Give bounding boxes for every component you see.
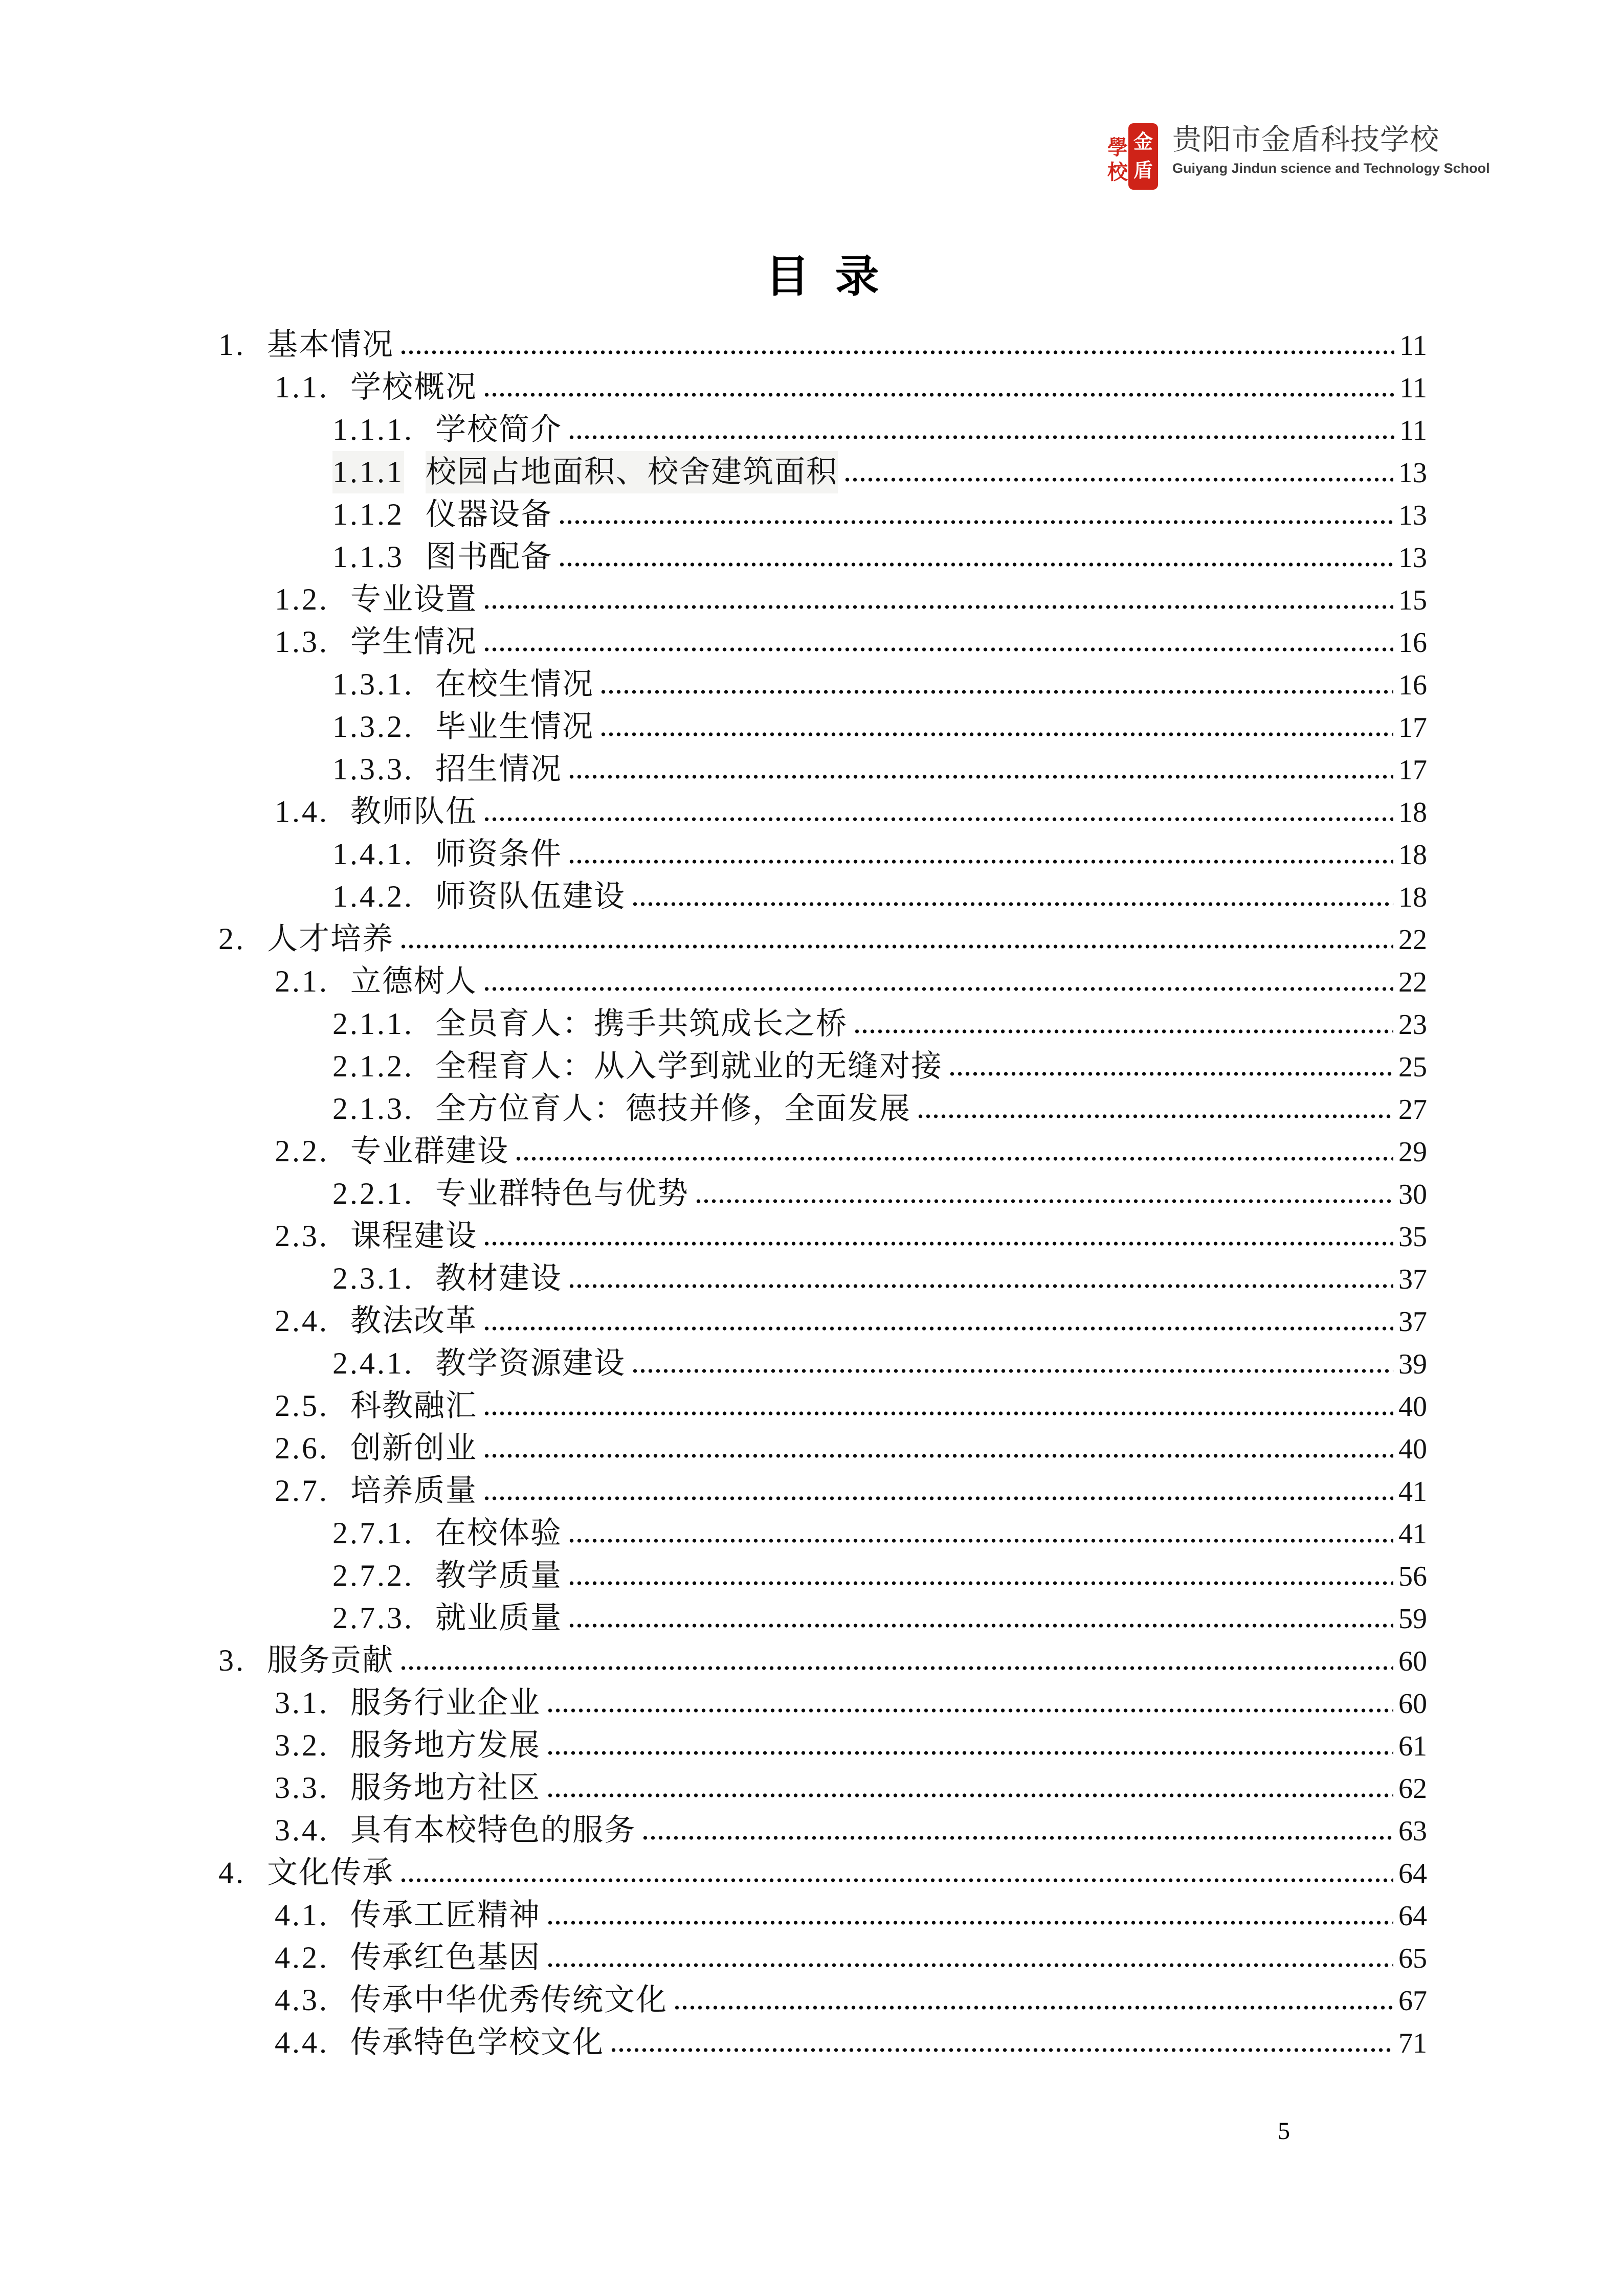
- seal-left-column: [1106, 131, 1129, 189]
- toc-entry[interactable]: [218, 2021, 1427, 2064]
- toc-entry-page-number: 63: [1398, 1815, 1427, 1847]
- toc-entry-label: 创新创业: [350, 1431, 477, 1465]
- toc-entry[interactable]: [218, 324, 1427, 366]
- toc-entry-page-number: 17: [1398, 754, 1427, 786]
- toc-entry-label: 仪器设备: [426, 498, 552, 531]
- toc-entry[interactable]: [218, 1852, 1427, 1894]
- toc-entry-number: 1.4.: [275, 795, 329, 828]
- table-of-contents: [218, 324, 1427, 2064]
- toc-entry[interactable]: [218, 1724, 1427, 1767]
- toc-entry[interactable]: [218, 918, 1427, 960]
- toc-entry-label: 基本情况: [267, 328, 394, 362]
- toc-entry[interactable]: [218, 1427, 1427, 1470]
- dot-leader: [548, 1750, 1393, 1755]
- toc-entry-page-number: 41: [1398, 1476, 1427, 1507]
- toc-entry-label: 教师队伍: [350, 795, 477, 828]
- toc-entry-page-number: 16: [1398, 627, 1427, 659]
- toc-entry[interactable]: [218, 1257, 1427, 1300]
- toc-entry[interactable]: [218, 1173, 1427, 1215]
- toc-entry-page-number: 11: [1399, 372, 1427, 404]
- school-name-english: Guiyang Jindun science and Technology School: [1172, 161, 1490, 176]
- toc-entry-label: 服务贡献: [267, 1644, 394, 1677]
- toc-entry[interactable]: [218, 791, 1427, 833]
- toc-entry[interactable]: [218, 1894, 1427, 1937]
- toc-entry-page-number: 60: [1398, 1688, 1427, 1720]
- dot-leader: [855, 1029, 1393, 1034]
- toc-entry-page-number: 15: [1398, 584, 1427, 616]
- dot-leader: [643, 1835, 1393, 1840]
- toc-entry-page-number: 11: [1399, 330, 1427, 362]
- toc-entry-label: 招生情况: [435, 752, 562, 786]
- school-name-chinese: 贵阳市金盾科技学校: [1172, 124, 1439, 156]
- toc-entry-number: 1.1.1: [332, 451, 404, 493]
- dot-leader: [569, 1623, 1393, 1628]
- toc-entry-page-number: 61: [1398, 1730, 1427, 1762]
- toc-entry-page-number: 56: [1398, 1561, 1427, 1592]
- dot-leader: [569, 1538, 1393, 1543]
- toc-entry-number: 4.4.: [275, 2025, 329, 2059]
- dot-leader: [484, 1241, 1393, 1246]
- toc-entry-number: 2.5.: [275, 1389, 329, 1423]
- toc-entry[interactable]: [218, 1512, 1427, 1555]
- toc-entry-number: 2.: [218, 922, 246, 956]
- toc-entry[interactable]: [218, 409, 1427, 451]
- toc-entry-number: 1.3.3.: [332, 752, 414, 786]
- toc-entry-label: 图书配备: [426, 540, 552, 574]
- toc-entry-label: 全员育人：携手共筑成长之桥: [435, 1007, 848, 1041]
- toc-entry-page-number: 27: [1398, 1094, 1427, 1126]
- toc-entry-number: 1.4.1.: [332, 837, 414, 871]
- toc-entry[interactable]: [218, 1979, 1427, 2021]
- toc-entry-page-number: 71: [1398, 2028, 1427, 2059]
- toc-entry-page-number: 40: [1398, 1391, 1427, 1423]
- toc-entry-number: 3.4.: [275, 1813, 329, 1847]
- toc-entry-label: 师资队伍建设: [435, 880, 626, 913]
- dot-leader: [548, 1920, 1393, 1925]
- toc-entry-label: 教材建设: [435, 1262, 562, 1295]
- toc-entry-label: 专业群建设: [350, 1134, 509, 1168]
- toc-entry-number: 2.2.: [275, 1134, 329, 1168]
- toc-entry-number: 3.: [218, 1644, 246, 1677]
- toc-entry-page-number: 65: [1398, 1943, 1427, 1974]
- toc-entry[interactable]: [218, 1045, 1427, 1088]
- toc-entry-page-number: 39: [1398, 1348, 1427, 1380]
- toc-entry[interactable]: [218, 960, 1427, 1003]
- toc-entry-number: 1.1.3: [332, 540, 404, 574]
- toc-entry-label: 教学质量: [435, 1559, 562, 1592]
- dot-leader: [484, 817, 1393, 822]
- toc-entry-number: 1.: [218, 328, 246, 362]
- toc-entry-page-number: 18: [1398, 797, 1427, 828]
- toc-entry[interactable]: [218, 1130, 1427, 1173]
- dot-leader: [845, 477, 1393, 482]
- toc-entry[interactable]: [218, 706, 1427, 748]
- toc-entry-number: 3.2.: [275, 1728, 329, 1762]
- dot-leader: [516, 1156, 1393, 1161]
- toc-entry-page-number: 59: [1398, 1603, 1427, 1635]
- toc-entry-label: 传承特色学校文化: [350, 2025, 604, 2059]
- toc-entry-number: 2.1.2.: [332, 1049, 414, 1083]
- dot-leader: [548, 1963, 1393, 1968]
- toc-entry-label: 传承中华优秀传统文化: [350, 1983, 668, 2017]
- toc-entry-label: 传承红色基因: [350, 1941, 541, 1974]
- dot-leader: [484, 1411, 1393, 1416]
- dot-leader: [548, 1708, 1393, 1713]
- toc-entry-label: 专业群特色与优势: [435, 1177, 689, 1210]
- toc-entry-label: 教法改革: [350, 1304, 477, 1338]
- dot-leader: [633, 902, 1393, 907]
- dot-leader: [569, 435, 1394, 440]
- toc-entry-page-number: 22: [1398, 924, 1427, 956]
- toc-entry[interactable]: [218, 1555, 1427, 1597]
- toc-entry-label: 培养质量: [350, 1474, 477, 1507]
- toc-entry-number: 4.1.: [275, 1898, 329, 1932]
- toc-entry-label: 在校生情况: [435, 667, 594, 701]
- dot-leader: [484, 647, 1393, 652]
- toc-entry-number: 1.4.2.: [332, 880, 414, 913]
- toc-entry-label: 校园占地面积、校舍建筑面积: [426, 451, 838, 493]
- toc-entry-page-number: 30: [1398, 1179, 1427, 1210]
- dot-leader: [401, 1665, 1393, 1671]
- seal-character: 校: [1107, 161, 1128, 184]
- dot-leader: [569, 1581, 1393, 1586]
- toc-entry[interactable]: [218, 663, 1427, 706]
- toc-entry-number: 3.1.: [275, 1686, 329, 1720]
- toc-entry-page-number: 67: [1398, 1985, 1427, 2017]
- toc-entry[interactable]: [218, 1385, 1427, 1427]
- toc-entry-page-number: 18: [1398, 882, 1427, 913]
- dot-leader: [484, 392, 1394, 397]
- toc-entry[interactable]: [218, 621, 1427, 663]
- dot-leader: [484, 604, 1393, 610]
- toc-entry[interactable]: [218, 1639, 1427, 1682]
- toc-entry-label: 毕业生情况: [435, 710, 594, 744]
- toc-entry-page-number: 11: [1399, 415, 1427, 446]
- toc-entry-label: 全方位育人：德技并修，全面发展: [435, 1092, 911, 1126]
- toc-entry[interactable]: [218, 1470, 1427, 1512]
- toc-entry-label: 人才培养: [267, 922, 394, 956]
- dot-leader: [950, 1071, 1393, 1076]
- toc-entry-number: 1.3.1.: [332, 667, 414, 701]
- toc-entry-label: 在校体验: [435, 1516, 562, 1550]
- toc-entry-page-number: 37: [1398, 1264, 1427, 1295]
- toc-entry-page-number: 64: [1398, 1900, 1427, 1932]
- toc-entry-label: 传承工匠精神: [350, 1898, 541, 1932]
- toc-entry[interactable]: [218, 1215, 1427, 1257]
- toc-entry-page-number: 18: [1398, 839, 1427, 871]
- footer-page-number: 5: [1278, 2118, 1290, 2145]
- dot-leader: [560, 520, 1393, 525]
- toc-entry[interactable]: [218, 1682, 1427, 1724]
- toc-entry-page-number: 17: [1398, 712, 1427, 744]
- school-seal-logo-icon: [1106, 124, 1157, 193]
- page-header: [1106, 124, 1490, 193]
- seal-character: 金: [1133, 131, 1153, 153]
- toc-entry[interactable]: [218, 366, 1427, 409]
- toc-entry-number: 2.3.1.: [332, 1262, 414, 1295]
- toc-entry-page-number: 13: [1398, 542, 1427, 574]
- toc-entry-label: 服务地方发展: [350, 1728, 541, 1762]
- seal-character: 盾: [1133, 160, 1153, 182]
- toc-entry[interactable]: [218, 1937, 1427, 1979]
- toc-entry-page-number: 16: [1398, 669, 1427, 701]
- toc-entry[interactable]: [218, 1597, 1427, 1639]
- toc-entry-number: 4.: [218, 1856, 246, 1889]
- dot-leader: [918, 1114, 1393, 1119]
- toc-entry-page-number: 22: [1398, 966, 1427, 998]
- toc-entry[interactable]: [218, 1300, 1427, 1342]
- toc-entry-number: 1.1.1.: [332, 413, 414, 446]
- toc-entry-label: 学校简介: [435, 413, 562, 446]
- seal-character: 學: [1107, 137, 1128, 159]
- seal-right-column: [1129, 124, 1157, 189]
- toc-entry-number: 2.1.: [275, 964, 329, 998]
- toc-entry[interactable]: [218, 1342, 1427, 1385]
- dot-leader: [401, 1878, 1393, 1883]
- toc-entry-page-number: 60: [1398, 1646, 1427, 1677]
- toc-entry-label: 教学资源建设: [435, 1346, 626, 1380]
- toc-entry-page-number: 23: [1398, 1009, 1427, 1041]
- toc-entry-number: 4.3.: [275, 1983, 329, 2017]
- dot-leader: [601, 732, 1393, 737]
- dot-leader: [548, 1793, 1393, 1798]
- dot-leader: [569, 859, 1393, 864]
- toc-entry-number: 3.3.: [275, 1771, 329, 1805]
- toc-entry-label: 学校概况: [350, 370, 477, 404]
- toc-entry-number: 2.3.: [275, 1219, 329, 1253]
- toc-entry-page-number: 64: [1398, 1858, 1427, 1889]
- toc-entry-page-number: 35: [1398, 1221, 1427, 1253]
- toc-entry-number: 2.1.1.: [332, 1007, 414, 1041]
- toc-entry[interactable]: [218, 833, 1427, 875]
- toc-entry-number: 1.1.: [275, 370, 329, 404]
- toc-entry-number: 2.4.: [275, 1304, 329, 1338]
- toc-entry-label: 服务地方社区: [350, 1771, 541, 1805]
- dot-leader: [675, 2005, 1393, 2010]
- toc-entry-label: 具有本校特色的服务: [350, 1813, 636, 1847]
- toc-entry[interactable]: [218, 748, 1427, 791]
- toc-entry-number: 2.2.1.: [332, 1177, 414, 1210]
- toc-entry-label: 就业质量: [435, 1601, 562, 1635]
- toc-entry-number: 2.7.3.: [332, 1601, 414, 1635]
- dot-leader: [484, 1326, 1393, 1331]
- toc-entry-page-number: 40: [1398, 1433, 1427, 1465]
- toc-entry[interactable]: [218, 451, 1427, 493]
- dot-leader: [569, 774, 1393, 779]
- toc-entry-page-number: 13: [1398, 500, 1427, 531]
- school-name-block: [1172, 124, 1490, 176]
- dot-leader: [696, 1199, 1393, 1204]
- toc-entry-number: 2.6.: [275, 1431, 329, 1465]
- dot-leader: [560, 562, 1393, 567]
- dot-leader: [401, 350, 1394, 355]
- dot-leader: [484, 1453, 1393, 1458]
- toc-entry[interactable]: [218, 1767, 1427, 1809]
- toc-entry-page-number: 25: [1398, 1051, 1427, 1083]
- toc-entry-number: 1.1.2: [332, 498, 404, 531]
- toc-entry-number: 2.7.2.: [332, 1559, 414, 1592]
- toc-entry[interactable]: [218, 1003, 1427, 1045]
- toc-entry[interactable]: [218, 493, 1427, 536]
- toc-entry-number: 2.7.: [275, 1474, 329, 1507]
- dot-leader: [401, 944, 1393, 949]
- dot-leader: [611, 2047, 1393, 2053]
- dot-leader: [633, 1368, 1393, 1374]
- toc-entry-number: 1.2.: [275, 582, 329, 616]
- toc-entry-page-number: 29: [1398, 1136, 1427, 1168]
- toc-entry-number: 2.7.1.: [332, 1516, 414, 1550]
- toc-entry-label: 全程育人：从入学到就业的无缝对接: [435, 1049, 943, 1083]
- toc-entry-label: 课程建设: [350, 1219, 477, 1253]
- page-title: 目 录: [765, 252, 880, 301]
- dot-leader: [484, 1496, 1393, 1501]
- dot-leader: [484, 986, 1393, 992]
- toc-entry-number: 2.1.3.: [332, 1092, 414, 1126]
- toc-entry-number: 2.4.1.: [332, 1346, 414, 1380]
- toc-entry[interactable]: [218, 1809, 1427, 1852]
- toc-entry-label: 文化传承: [267, 1856, 394, 1889]
- toc-entry-label: 专业设置: [350, 582, 477, 616]
- toc-entry[interactable]: [218, 875, 1427, 918]
- toc-entry-page-number: 41: [1398, 1518, 1427, 1550]
- toc-entry-number: 4.2.: [275, 1941, 329, 1974]
- toc-entry[interactable]: [218, 1088, 1427, 1130]
- toc-entry-label: 师资条件: [435, 837, 562, 871]
- toc-entry-number: 1.3.2.: [332, 710, 414, 744]
- dot-leader: [601, 689, 1393, 694]
- toc-entry[interactable]: [218, 536, 1427, 578]
- toc-entry-label: 科教融汇: [350, 1389, 477, 1423]
- toc-entry-label: 学生情况: [350, 625, 477, 659]
- toc-entry-page-number: 37: [1398, 1306, 1427, 1338]
- toc-entry-page-number: 62: [1398, 1773, 1427, 1805]
- toc-entry-number: 1.3.: [275, 625, 329, 659]
- toc-entry-label: 服务行业企业: [350, 1686, 541, 1720]
- toc-entry[interactable]: [218, 578, 1427, 621]
- toc-entry-page-number: 13: [1398, 457, 1427, 489]
- dot-leader: [569, 1284, 1393, 1289]
- toc-entry-label: 立德树人: [350, 964, 477, 998]
